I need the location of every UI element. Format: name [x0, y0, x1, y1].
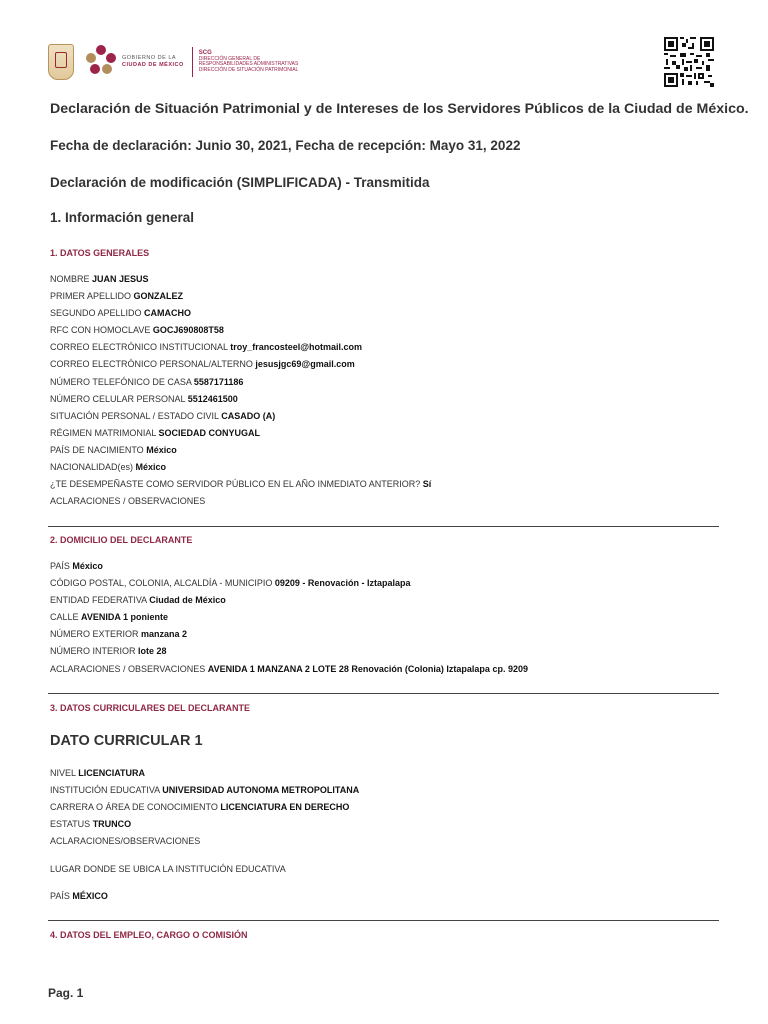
section-divider	[48, 920, 719, 921]
curriculares-list	[50, 765, 359, 850]
scg-title: SCG	[198, 50, 212, 56]
row-label: PAÍS	[50, 891, 70, 901]
field-row	[50, 442, 431, 459]
row-label: RFC CON HOMOCLAVE	[50, 325, 151, 336]
row-label: ENTIDAD FEDERATIVA	[50, 595, 147, 606]
field-row	[50, 765, 359, 782]
row-label: CARRERA O ÁREA DE CONOCIMIENTO	[50, 802, 218, 813]
row-value: Ciudad de México	[149, 595, 226, 606]
field-row	[50, 493, 431, 510]
qr-code-icon	[664, 37, 714, 87]
row-label: CALLE	[50, 612, 79, 623]
row-label: INSTITUCIÓN EDUCATIVA	[50, 785, 160, 796]
row-value: México	[135, 462, 167, 473]
row-value: México	[72, 561, 103, 571]
field-row	[50, 322, 431, 339]
row-label: NACIONALIDAD(es)	[50, 462, 134, 473]
row-value: LICENCIATURA EN DERECHO	[220, 802, 350, 813]
field-row	[50, 592, 528, 609]
document-title: Declaración de Situación Patrimonial y de Intereses de los Servidores Públicos de la Ciudad de México.	[50, 101, 749, 117]
row-value: 09209 - Renovación - Iztapalapa	[274, 578, 411, 589]
page-number: Pag. 1	[48, 986, 84, 1000]
domicilio-list	[50, 558, 528, 678]
row-label: NOMBRE	[50, 274, 90, 284]
field-row	[50, 661, 528, 678]
field-row	[50, 339, 431, 356]
field-row	[50, 374, 431, 391]
scg-line-3: DIRECCIÓN DE SITUACIÓN PATRIMONIAL	[198, 66, 299, 73]
cdmx-coat-of-arms-icon	[48, 44, 74, 80]
field-row	[50, 782, 359, 799]
field-row	[50, 391, 431, 408]
row-value: MÉXICO	[72, 891, 108, 901]
row-value: 5512461500	[187, 393, 238, 404]
field-row	[50, 626, 528, 643]
field-row	[50, 799, 359, 816]
row-label: SITUACIÓN PERSONAL / ESTADO CIVIL	[50, 410, 219, 421]
row-label: PRIMER APELLIDO	[50, 291, 132, 302]
government-name	[122, 55, 184, 69]
scg-line-2: RESPONSABILIDADES ADMINISTRATIVAS	[198, 61, 299, 67]
row-value: GONZALEZ	[133, 291, 184, 302]
row-label: NÚMERO TELEFÓNICO DE CASA	[50, 376, 192, 387]
field-row	[50, 459, 431, 476]
row-value: troy_francosteel@hotmail.com	[230, 342, 363, 353]
row-value: AVENIDA 1 MANZANA 2 LOTE 28 Renovación (Colonia) Iztapalapa cp. 9209	[207, 663, 528, 674]
field-row	[50, 288, 431, 305]
row-label: NÚMERO INTERIOR	[50, 646, 136, 657]
row-value: manzana 2	[141, 629, 188, 640]
section-title: 1. Información general	[50, 210, 195, 225]
field-row	[50, 305, 431, 322]
row-label: SEGUNDO APELLIDO	[50, 308, 142, 319]
row-value: lote 28	[138, 646, 167, 657]
row-value: CASADO (A)	[221, 410, 276, 421]
field-row	[50, 408, 431, 425]
row-label: NÚMERO EXTERIOR	[50, 629, 139, 640]
row-label: NIVEL	[50, 768, 76, 778]
scg-line-1: DIRECCIÓN GENERAL DE	[198, 55, 261, 62]
field-row	[50, 476, 431, 493]
row-value: Sí	[422, 479, 432, 490]
field-row	[50, 425, 431, 442]
row-value: AVENIDA 1 poniente	[81, 612, 169, 623]
datos-generales-heading: 1. DATOS GENERALES	[50, 248, 150, 258]
field-row	[50, 833, 359, 850]
cdmx-flower-icon	[86, 45, 116, 79]
field-row	[50, 356, 431, 373]
field-row	[50, 575, 528, 592]
row-label: ACLARACIONES / OBSERVACIONES	[50, 496, 206, 507]
row-value: LICENCIATURA	[78, 768, 146, 778]
field-row	[50, 271, 431, 288]
field-row	[50, 643, 528, 660]
section-divider	[48, 526, 719, 527]
header-logos	[48, 42, 298, 82]
row-label: ¿TE DESEMPEÑASTE COMO SERVIDOR PÚBLICO EN EL AÑO INMEDIATO ANTERIOR?	[50, 479, 421, 490]
row-value: jesusjgc69@gmail.com	[255, 359, 355, 370]
row-label: CÓDIGO POSTAL, COLONIA, ALCALDÍA - MUNICIPIO	[50, 578, 273, 589]
row-label: ESTATUS	[50, 819, 91, 830]
field-row	[50, 558, 528, 575]
dato-curricular-title: DATO CURRICULAR 1	[50, 733, 203, 749]
field-row	[50, 816, 359, 833]
lugar-institucion-label: LUGAR DONDE SE UBICA LA INSTITUCIÓN EDUCATIVA	[50, 864, 286, 874]
row-label: ACLARACIONES / OBSERVACIONES	[50, 663, 206, 674]
datos-generales-list	[50, 271, 431, 510]
declaration-type: Declaración de modificación (SIMPLIFICADA) - Transmitida	[50, 175, 430, 190]
row-label: ACLARACIONES/OBSERVACIONES	[50, 836, 201, 847]
row-value: GOCJ690808T58	[152, 325, 224, 336]
row-label: CORREO ELECTRÓNICO INSTITUCIONAL	[50, 342, 228, 353]
row-label: CORREO ELECTRÓNICO PERSONAL/ALTERNO	[50, 359, 253, 370]
gov-line-2: CIUDAD DE MÉXICO	[122, 62, 184, 68]
row-label: PAÍS DE NACIMIENTO	[50, 444, 144, 455]
cdmx-government-logo	[86, 45, 192, 79]
scg-label	[199, 51, 299, 73]
row-value: TRUNCO	[92, 819, 132, 830]
empleo-heading: 4. DATOS DEL EMPLEO, CARGO O COMISIÓN	[50, 930, 248, 940]
row-value: JUAN JESUS	[92, 274, 149, 284]
field-row	[50, 609, 528, 626]
header-divider	[192, 47, 193, 77]
row-label: PAÍS	[50, 561, 70, 571]
row-label: NÚMERO CELULAR PERSONAL	[50, 393, 186, 404]
row-value: CAMACHO	[144, 308, 192, 319]
row-value: 5587171186	[193, 376, 244, 387]
section-divider	[48, 693, 719, 694]
row-value: México	[146, 444, 177, 455]
domicilio-heading: 2. DOMICILIO DEL DECLARANTE	[50, 535, 193, 545]
curriculares-heading: 3. DATOS CURRICULARES DEL DECLARANTE	[50, 703, 251, 713]
declaration-dates: Fecha de declaración: Junio 30, 2021, Fecha de recepción: Mayo 31, 2022	[50, 138, 521, 153]
gov-line-1: GOBIERNO DE LA	[122, 55, 177, 61]
row-value: UNIVERSIDAD AUTONOMA METROPOLITANA	[162, 785, 360, 796]
row-label: RÉGIMEN MATRIMONIAL	[50, 427, 157, 438]
row-value: SOCIEDAD CONYUGAL	[158, 427, 261, 438]
pais-row	[50, 891, 108, 901]
